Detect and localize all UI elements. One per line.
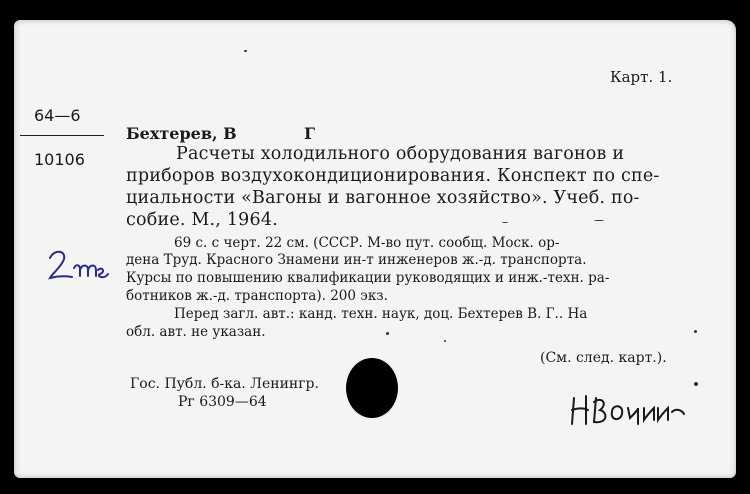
paper-speck: [594, 220, 604, 221]
library-name: Гос. Публ. б-ка. Ленингр.: [130, 376, 319, 392]
description-line: обл. авт. не указан.: [126, 324, 266, 340]
description-line: Перед загл. авт.: канд. техн. наук, доц. Бехтерев В. Г.. На: [174, 306, 588, 322]
paper-speck: [694, 330, 697, 333]
paper-speck: [386, 332, 389, 335]
title-line: собие. М., 1964.: [126, 210, 278, 230]
see-next-card-note: (См. след. карт.).: [540, 350, 667, 366]
title-line: циальности «Вагоны и вагонное хозяйство». Учеб. по-: [126, 188, 640, 208]
punch-hole: [346, 358, 398, 418]
title-line: Расчеты холодильного оборудования вагонов и: [176, 144, 625, 164]
signature-drawing: [568, 390, 688, 430]
author-initial: Г: [304, 124, 316, 143]
handwritten-mark-drawing: [44, 246, 114, 286]
title-line: приборов воздухокондиционирования. Конспект по спе-: [126, 166, 660, 186]
shelf-mark-divider: [20, 135, 104, 136]
catalog-card: [14, 20, 736, 478]
shelf-mark-bottom: 10106: [34, 150, 85, 169]
shelf-mark-top: 64—6: [34, 106, 81, 125]
description-line: ботников ж.-д. транспорта). 200 экз.: [126, 288, 388, 304]
description-line: Курсы по повышению квалификации руководящих и инж.-техн. ра-: [126, 270, 610, 286]
paper-speck: [244, 50, 247, 52]
library-code: Рг 6309—64: [178, 394, 267, 410]
card-number: Карт. 1.: [610, 68, 673, 86]
author-name: Бехтерев, В: [126, 124, 237, 143]
signature: [568, 390, 688, 434]
handwritten-mark: [44, 246, 114, 290]
paper-speck: [502, 222, 508, 223]
paper-speck: [694, 382, 698, 386]
description-line: дена Труд. Красного Знамени ин-т инженеров ж.-д. транспорта.: [126, 252, 587, 268]
description-line: 69 с. с черт. 22 см. (СССР. М-во пут. сообщ. Моск. ор-: [174, 235, 560, 251]
paper-speck: [444, 340, 446, 342]
